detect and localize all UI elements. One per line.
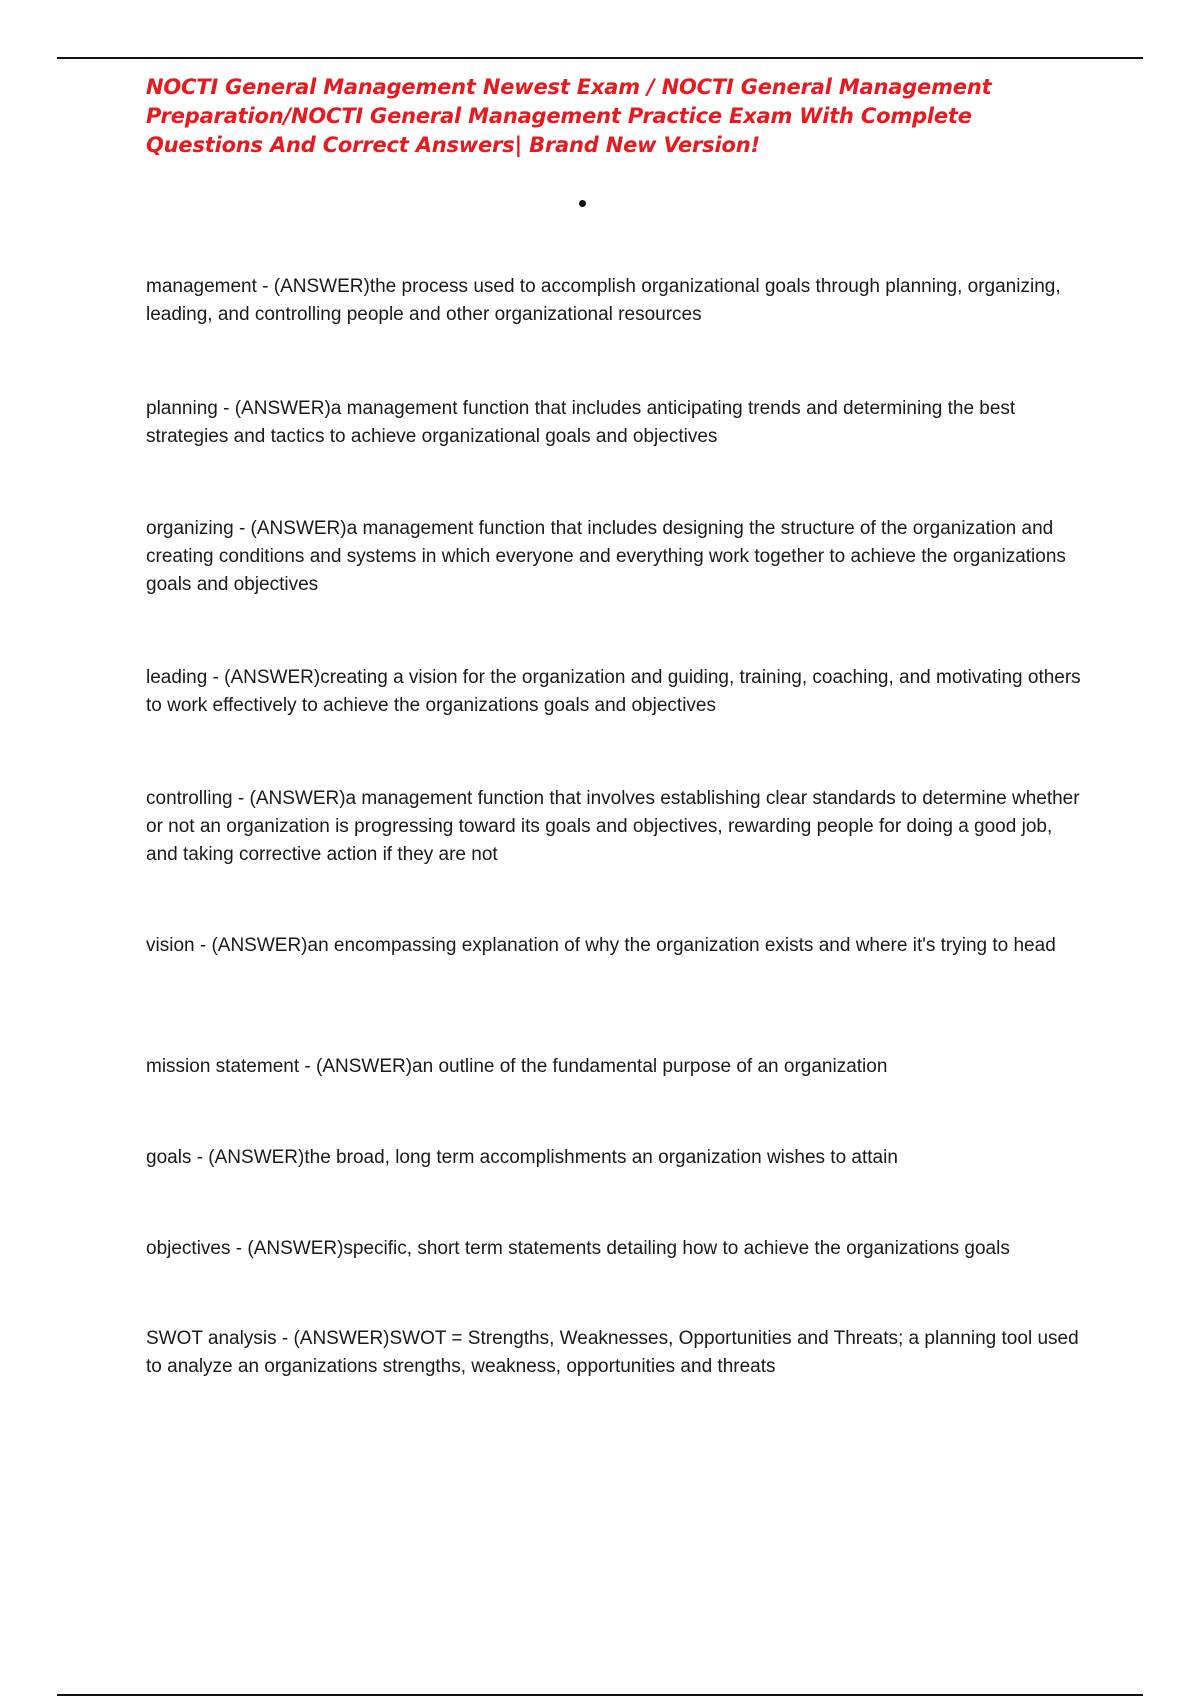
entry-goals: goals - (ANSWER)the broad, long term accomplishments an organization wishes to attain [146, 1147, 898, 1168]
entry-management: management - (ANSWER)the process used to accomplish organizational goals through planning, organizing, leading, and controlling people and other organizational resources [146, 276, 1061, 325]
entry-swot-analysis: SWOT analysis - (ANSWER)SWOT = Strengths, Weaknesses, Opportunities and Threats; a planning tool used to analyze an organizations strengths, weakness, opportunities and threats [146, 1328, 1079, 1377]
entry-objectives: objectives - (ANSWER)specific, short term statements detailing how to achieve the organizations goals [146, 1238, 1010, 1259]
entry-planning: planning - (ANSWER)a management function that includes anticipating trends and determining the best strategies and tactics to achieve organizational goals and objectives [146, 398, 1016, 447]
document-title: NOCTI General Management Newest Exam / NOCTI General Management Preparation/NOCTI General Management Practice Exam With Complete Questions And Correct Answers| Brand New Version! [146, 75, 992, 157]
top-rule [57, 57, 1143, 59]
entry-organizing: organizing - (ANSWER)a management function that includes designing the structure of the organization and creating conditions and systems in which everyone and everything work together to achieve the organizations goals and objectives [146, 518, 1066, 595]
entry-mission-statement: mission statement - (ANSWER)an outline of the fundamental purpose of an organization [146, 1056, 888, 1077]
entry-vision: vision - (ANSWER)an encompassing explanation of why the organization exists and where it's trying to head [146, 935, 1056, 956]
entry-leading: leading - (ANSWER)creating a vision for the organization and guiding, training, coaching, and motivating others to work effectively to achieve the organizations goals and objectives [146, 667, 1081, 716]
bullet-mark [579, 200, 586, 207]
entry-controlling: controlling - (ANSWER)a management function that involves establishing clear standards to determine whether or not an organization is progressing toward its goals and objectives, rewarding people for doing a good job, and taking corrective action if they are not [146, 788, 1080, 865]
bottom-rule [57, 1694, 1143, 1696]
